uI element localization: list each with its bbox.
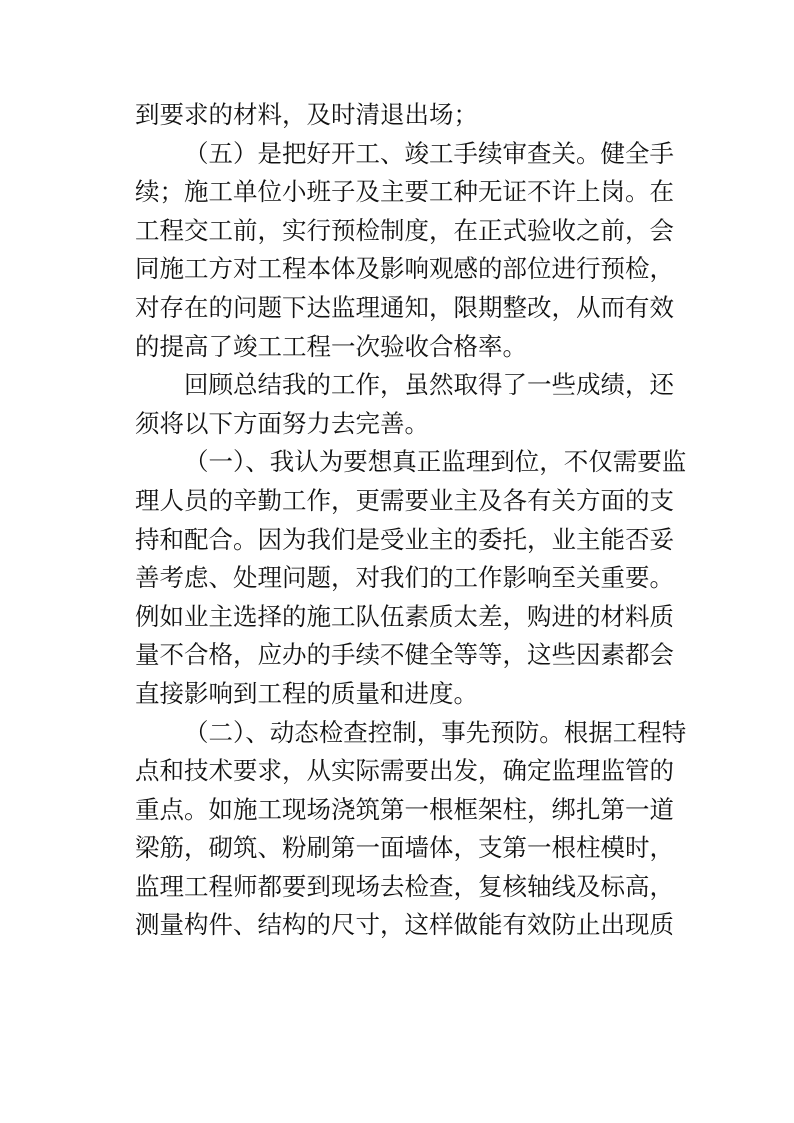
text-line-3: 续；施工单位小班子及主要工种无证不许上岗。在	[135, 177, 674, 207]
text-line-11: 理人员的辛勤工作，更需要业主及各有关方面的支	[135, 485, 674, 515]
text-line-14: 例如业主选择的施工队伍素质太差，购进的材料质	[135, 601, 674, 631]
document-body	[135, 96, 687, 945]
text-line-21: 监理工程师都要到现场去检查，复核轴线及标高，	[135, 871, 674, 901]
text-line-4: 工程交工前，实行预检制度，在正式验收之前，会	[135, 215, 674, 245]
text-line-15: 量不合格，应办的手续不健全等等，这些因素都会	[135, 640, 674, 670]
text-line-18: 点和技术要求，从实际需要出发，确定监理监管的	[135, 756, 674, 786]
text-line-1: 到要求的材料，及时清退出场；	[135, 100, 478, 129]
text-line-10: （一）、我认为要想真正监理到位，不仅需要监	[184, 447, 687, 477]
text-line-5: 同施工方对工程本体及影响观感的部位进行预检，	[135, 254, 674, 284]
text-line-16: 直接影响到工程的质量和进度。	[135, 678, 478, 708]
text-line-7: 的提高了竣工工程一次验收合格率。	[135, 331, 527, 361]
text-line-22: 测量构件、结构的尺寸，这样做能有效防止出现质	[135, 910, 674, 940]
text-line-8: 回顾总结我的工作，虽然取得了一些成绩，还	[184, 370, 674, 400]
text-line-13: 善考虑、处理问题，对我们的工作影响至关重要。	[135, 563, 674, 593]
text-line-17: （二）、动态检查控制，事先预防。根据工程特	[184, 717, 687, 747]
text-line-2: （五）是把好开工、竣工手续审查关。健全手	[184, 138, 674, 168]
text-line-20: 梁筋，砌筑、粉刷第一面墙体，支第一根柱模时，	[135, 833, 674, 863]
text-line-19: 重点。如施工现场浇筑第一根框架柱，绑扎第一道	[135, 794, 674, 824]
text-line-12: 持和配合。因为我们是受业主的委托，业主能否妥	[135, 524, 674, 554]
text-line-9: 须将以下方面努力去完善。	[135, 408, 429, 438]
text-line-6: 对存在的问题下达监理通知，限期整改，从而有效	[135, 292, 674, 322]
